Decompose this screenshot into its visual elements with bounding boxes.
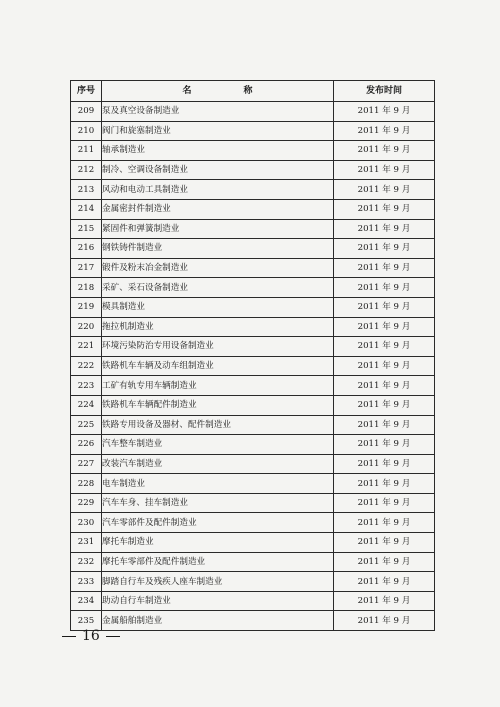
row-date: 2011 年 9 月 [334, 533, 435, 553]
row-num: 218 [71, 278, 102, 298]
row-date: 2011 年 9 月 [334, 239, 435, 259]
row-num: 224 [71, 395, 102, 415]
row-num: 222 [71, 356, 102, 376]
row-name: 泵及真空设备制造业 [102, 102, 334, 122]
row-name: 工矿有轨专用车辆制造业 [102, 376, 334, 396]
table-row [71, 239, 435, 259]
row-name: 钢铁铸件制造业 [102, 239, 334, 259]
row-num: 212 [71, 160, 102, 180]
row-num: 211 [71, 141, 102, 161]
row-date: 2011 年 9 月 [334, 102, 435, 122]
row-name: 脚踏自行车及残疾人座车制造业 [102, 572, 334, 592]
row-num: 210 [71, 121, 102, 141]
row-date: 2011 年 9 月 [334, 141, 435, 161]
row-num: 217 [71, 258, 102, 278]
row-name: 铁路专用设备及器材、配件制造业 [102, 415, 334, 435]
table-row [71, 199, 435, 219]
row-num: 228 [71, 474, 102, 494]
table-row [71, 337, 435, 357]
table-row [71, 474, 435, 494]
row-name: 摩托车制造业 [102, 533, 334, 553]
row-date: 2011 年 9 月 [334, 219, 435, 239]
row-num: 221 [71, 337, 102, 357]
footer-dash-left [62, 636, 76, 637]
row-date: 2011 年 9 月 [334, 435, 435, 455]
table-row [71, 160, 435, 180]
row-num: 230 [71, 513, 102, 533]
row-num: 209 [71, 102, 102, 122]
row-date: 2011 年 9 月 [334, 121, 435, 141]
row-date: 2011 年 9 月 [334, 337, 435, 357]
row-name: 铁路机车车辆配件制造业 [102, 395, 334, 415]
table-row [71, 395, 435, 415]
row-name: 紧固件和弹簧制造业 [102, 219, 334, 239]
row-date: 2011 年 9 月 [334, 591, 435, 611]
row-name: 拖拉机制造业 [102, 317, 334, 337]
row-num: 232 [71, 552, 102, 572]
row-name: 金属密封件制造业 [102, 199, 334, 219]
table-row [71, 454, 435, 474]
table-row [71, 141, 435, 161]
row-num: 215 [71, 219, 102, 239]
table-header-row [71, 81, 435, 102]
row-num: 233 [71, 572, 102, 592]
standards-table [70, 80, 435, 631]
row-num: 216 [71, 239, 102, 259]
table-row [71, 533, 435, 553]
header-name-right: 称 [243, 86, 253, 96]
row-name: 汽车零部件及配件制造业 [102, 513, 334, 533]
table-row [71, 376, 435, 396]
row-num: 214 [71, 199, 102, 219]
row-name: 金属船舶制造业 [102, 611, 334, 631]
table-row [71, 278, 435, 298]
table-row [71, 258, 435, 278]
row-date: 2011 年 9 月 [334, 395, 435, 415]
row-num: 213 [71, 180, 102, 200]
table-row [71, 415, 435, 435]
row-num: 227 [71, 454, 102, 474]
page-number: 16 [82, 628, 100, 644]
row-num: 219 [71, 297, 102, 317]
row-date: 2011 年 9 月 [334, 199, 435, 219]
table-row [71, 611, 435, 631]
table-row [71, 513, 435, 533]
header-name-left: 名 [182, 86, 192, 96]
row-name: 锻件及粉末冶金制造业 [102, 258, 334, 278]
row-date: 2011 年 9 月 [334, 454, 435, 474]
row-name: 汽车整车制造业 [102, 435, 334, 455]
header-num: 序号 [71, 81, 102, 102]
table-row [71, 591, 435, 611]
row-name: 环境污染防治专用设备制造业 [102, 337, 334, 357]
row-num: 223 [71, 376, 102, 396]
row-date: 2011 年 9 月 [334, 180, 435, 200]
row-date: 2011 年 9 月 [334, 513, 435, 533]
table-row [71, 297, 435, 317]
table-row [71, 317, 435, 337]
row-num: 220 [71, 317, 102, 337]
row-date: 2011 年 9 月 [334, 278, 435, 298]
header-date: 发布时间 [334, 81, 435, 102]
row-date: 2011 年 9 月 [334, 415, 435, 435]
table-row [71, 572, 435, 592]
table-row [71, 180, 435, 200]
row-date: 2011 年 9 月 [334, 297, 435, 317]
row-date: 2011 年 9 月 [334, 474, 435, 494]
row-date: 2011 年 9 月 [334, 552, 435, 572]
table-row [71, 219, 435, 239]
row-date: 2011 年 9 月 [334, 611, 435, 631]
row-name: 电车制造业 [102, 474, 334, 494]
row-name: 风动和电动工具制造业 [102, 180, 334, 200]
row-name: 摩托车零部件及配件制造业 [102, 552, 334, 572]
table-row [71, 356, 435, 376]
table-row [71, 435, 435, 455]
row-name: 制冷、空调设备制造业 [102, 160, 334, 180]
row-date: 2011 年 9 月 [334, 160, 435, 180]
table-row [71, 493, 435, 513]
row-num: 234 [71, 591, 102, 611]
row-name: 阀门和旋塞制造业 [102, 121, 334, 141]
row-name: 采矿、采石设备制造业 [102, 278, 334, 298]
table-row [71, 552, 435, 572]
row-date: 2011 年 9 月 [334, 258, 435, 278]
row-name: 轴承制造业 [102, 141, 334, 161]
row-name: 模具制造业 [102, 297, 334, 317]
row-name: 助动自行车制造业 [102, 591, 334, 611]
row-name: 铁路机车车辆及动车组制造业 [102, 356, 334, 376]
row-date: 2011 年 9 月 [334, 572, 435, 592]
table-row [71, 121, 435, 141]
row-date: 2011 年 9 月 [334, 376, 435, 396]
row-num: 231 [71, 533, 102, 553]
footer-dash-right [106, 636, 120, 637]
table-row [71, 102, 435, 122]
row-date: 2011 年 9 月 [334, 317, 435, 337]
table-body [71, 102, 435, 631]
row-num: 229 [71, 493, 102, 513]
row-num: 235 [71, 611, 102, 631]
row-name: 改装汽车制造业 [102, 454, 334, 474]
row-num: 225 [71, 415, 102, 435]
header-name [102, 81, 334, 102]
row-num: 226 [71, 435, 102, 455]
row-date: 2011 年 9 月 [334, 493, 435, 513]
row-date: 2011 年 9 月 [334, 356, 435, 376]
row-name: 汽车车身、挂车制造业 [102, 493, 334, 513]
page-footer [62, 628, 120, 644]
